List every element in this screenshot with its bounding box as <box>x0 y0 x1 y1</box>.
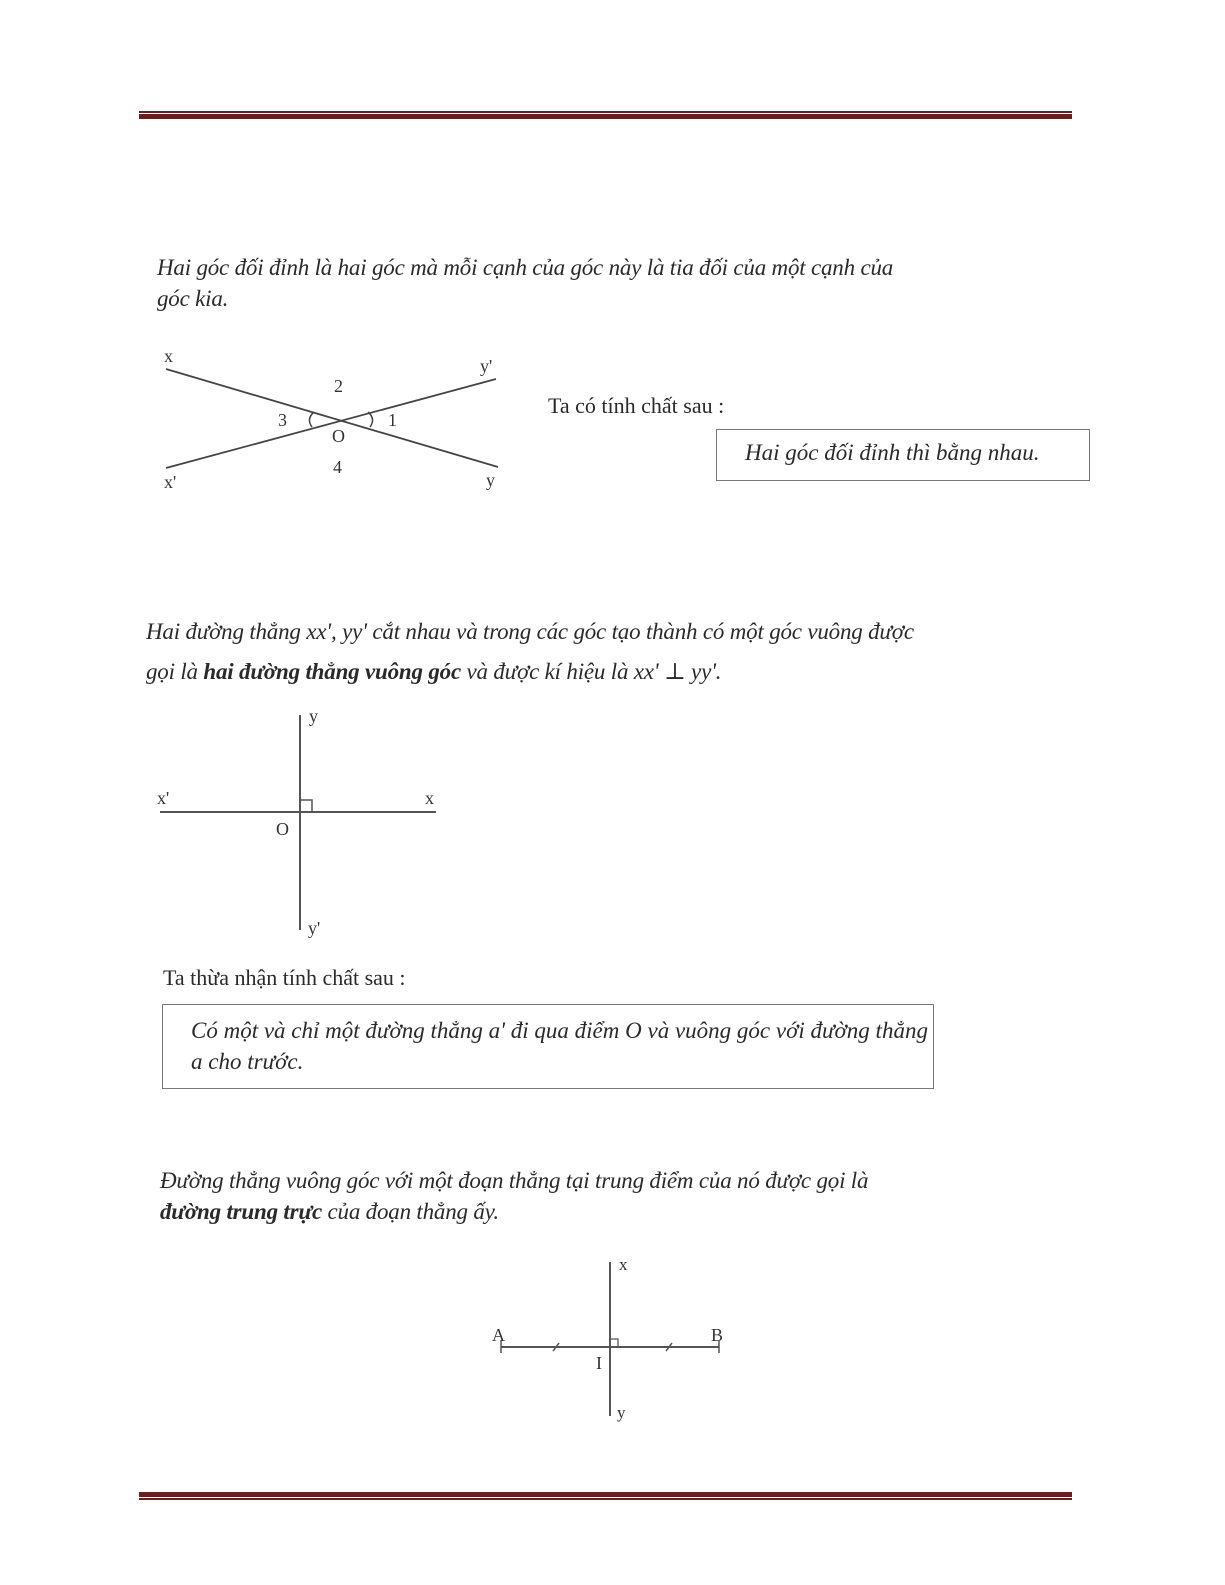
label-a: A <box>492 1325 505 1345</box>
label-i: I <box>596 1353 602 1373</box>
footer-rule-thick <box>139 1492 1072 1497</box>
label-y: y <box>617 1403 626 1422</box>
definition-term: hai đường thẳng vuông góc <box>203 659 461 684</box>
definition-text: và được kí hiệu là xx' ⊥ yy'. <box>460 659 722 684</box>
property-box-1 <box>716 429 1090 481</box>
definition-text: Hai đường thẳng xx', yy' cắt nhau và trong các góc tạo thành có một góc vuông được gọi là <box>146 619 914 684</box>
label-origin: O <box>332 426 345 446</box>
property-text-2: Có một và chỉ một đường thẳng a' đi qua điểm O và vuông góc với đường thẳng a cho trước. <box>191 1018 928 1074</box>
vertical-angles-figure <box>150 340 510 500</box>
header-rule-thin <box>139 111 1072 113</box>
line-xy <box>166 369 498 467</box>
definition-text: của đoạn thẳng ấy. <box>321 1199 499 1224</box>
label-angle-3: 3 <box>278 410 287 430</box>
perpendicular-lines-definition <box>146 612 946 692</box>
label-angle-4: 4 <box>333 457 342 477</box>
label-y: y <box>486 470 495 490</box>
label-x: x <box>619 1255 628 1274</box>
label-y: y <box>309 706 318 726</box>
label-x: x <box>425 788 434 808</box>
right-angle-mark <box>610 1339 618 1347</box>
property-intro-1: Ta có tính chất sau : <box>548 393 725 418</box>
label-origin: O <box>276 819 289 839</box>
footer-rule-thin <box>139 1498 1072 1500</box>
property-box-2 <box>162 1004 934 1089</box>
property-intro-2: Ta thừa nhận tính chất sau : <box>163 965 406 990</box>
definition-text: Đường thẳng vuông góc với một đoạn thẳng tại trung điểm của nó được gọi là <box>160 1168 869 1193</box>
perpendicular-lines-figure <box>145 700 455 945</box>
label-angle-1: 1 <box>388 410 397 430</box>
label-x-prime: x' <box>157 788 170 808</box>
vertical-angles-definition: Hai góc đối đỉnh là hai góc mà mỗi cạnh của góc này là tia đối của một cạnh của góc kia. <box>157 255 894 311</box>
definition-term: đường trung trực <box>160 1199 322 1224</box>
property-text-1: Hai góc đối đỉnh thì bằng nhau. <box>745 440 1040 465</box>
perpendicular-bisector-definition <box>160 1165 920 1227</box>
label-y-prime: y' <box>308 918 321 938</box>
angle3-arc <box>309 412 314 427</box>
label-x: x <box>164 346 173 366</box>
header-rule-thick <box>139 114 1072 119</box>
label-y-prime: y' <box>480 356 493 376</box>
label-b: B <box>711 1325 724 1345</box>
label-x-prime: x' <box>164 472 177 492</box>
line-xprime-yprime <box>166 379 496 468</box>
label-angle-2: 2 <box>334 376 343 396</box>
perpendicular-bisector-figure <box>480 1250 740 1430</box>
right-angle-mark <box>300 800 312 812</box>
